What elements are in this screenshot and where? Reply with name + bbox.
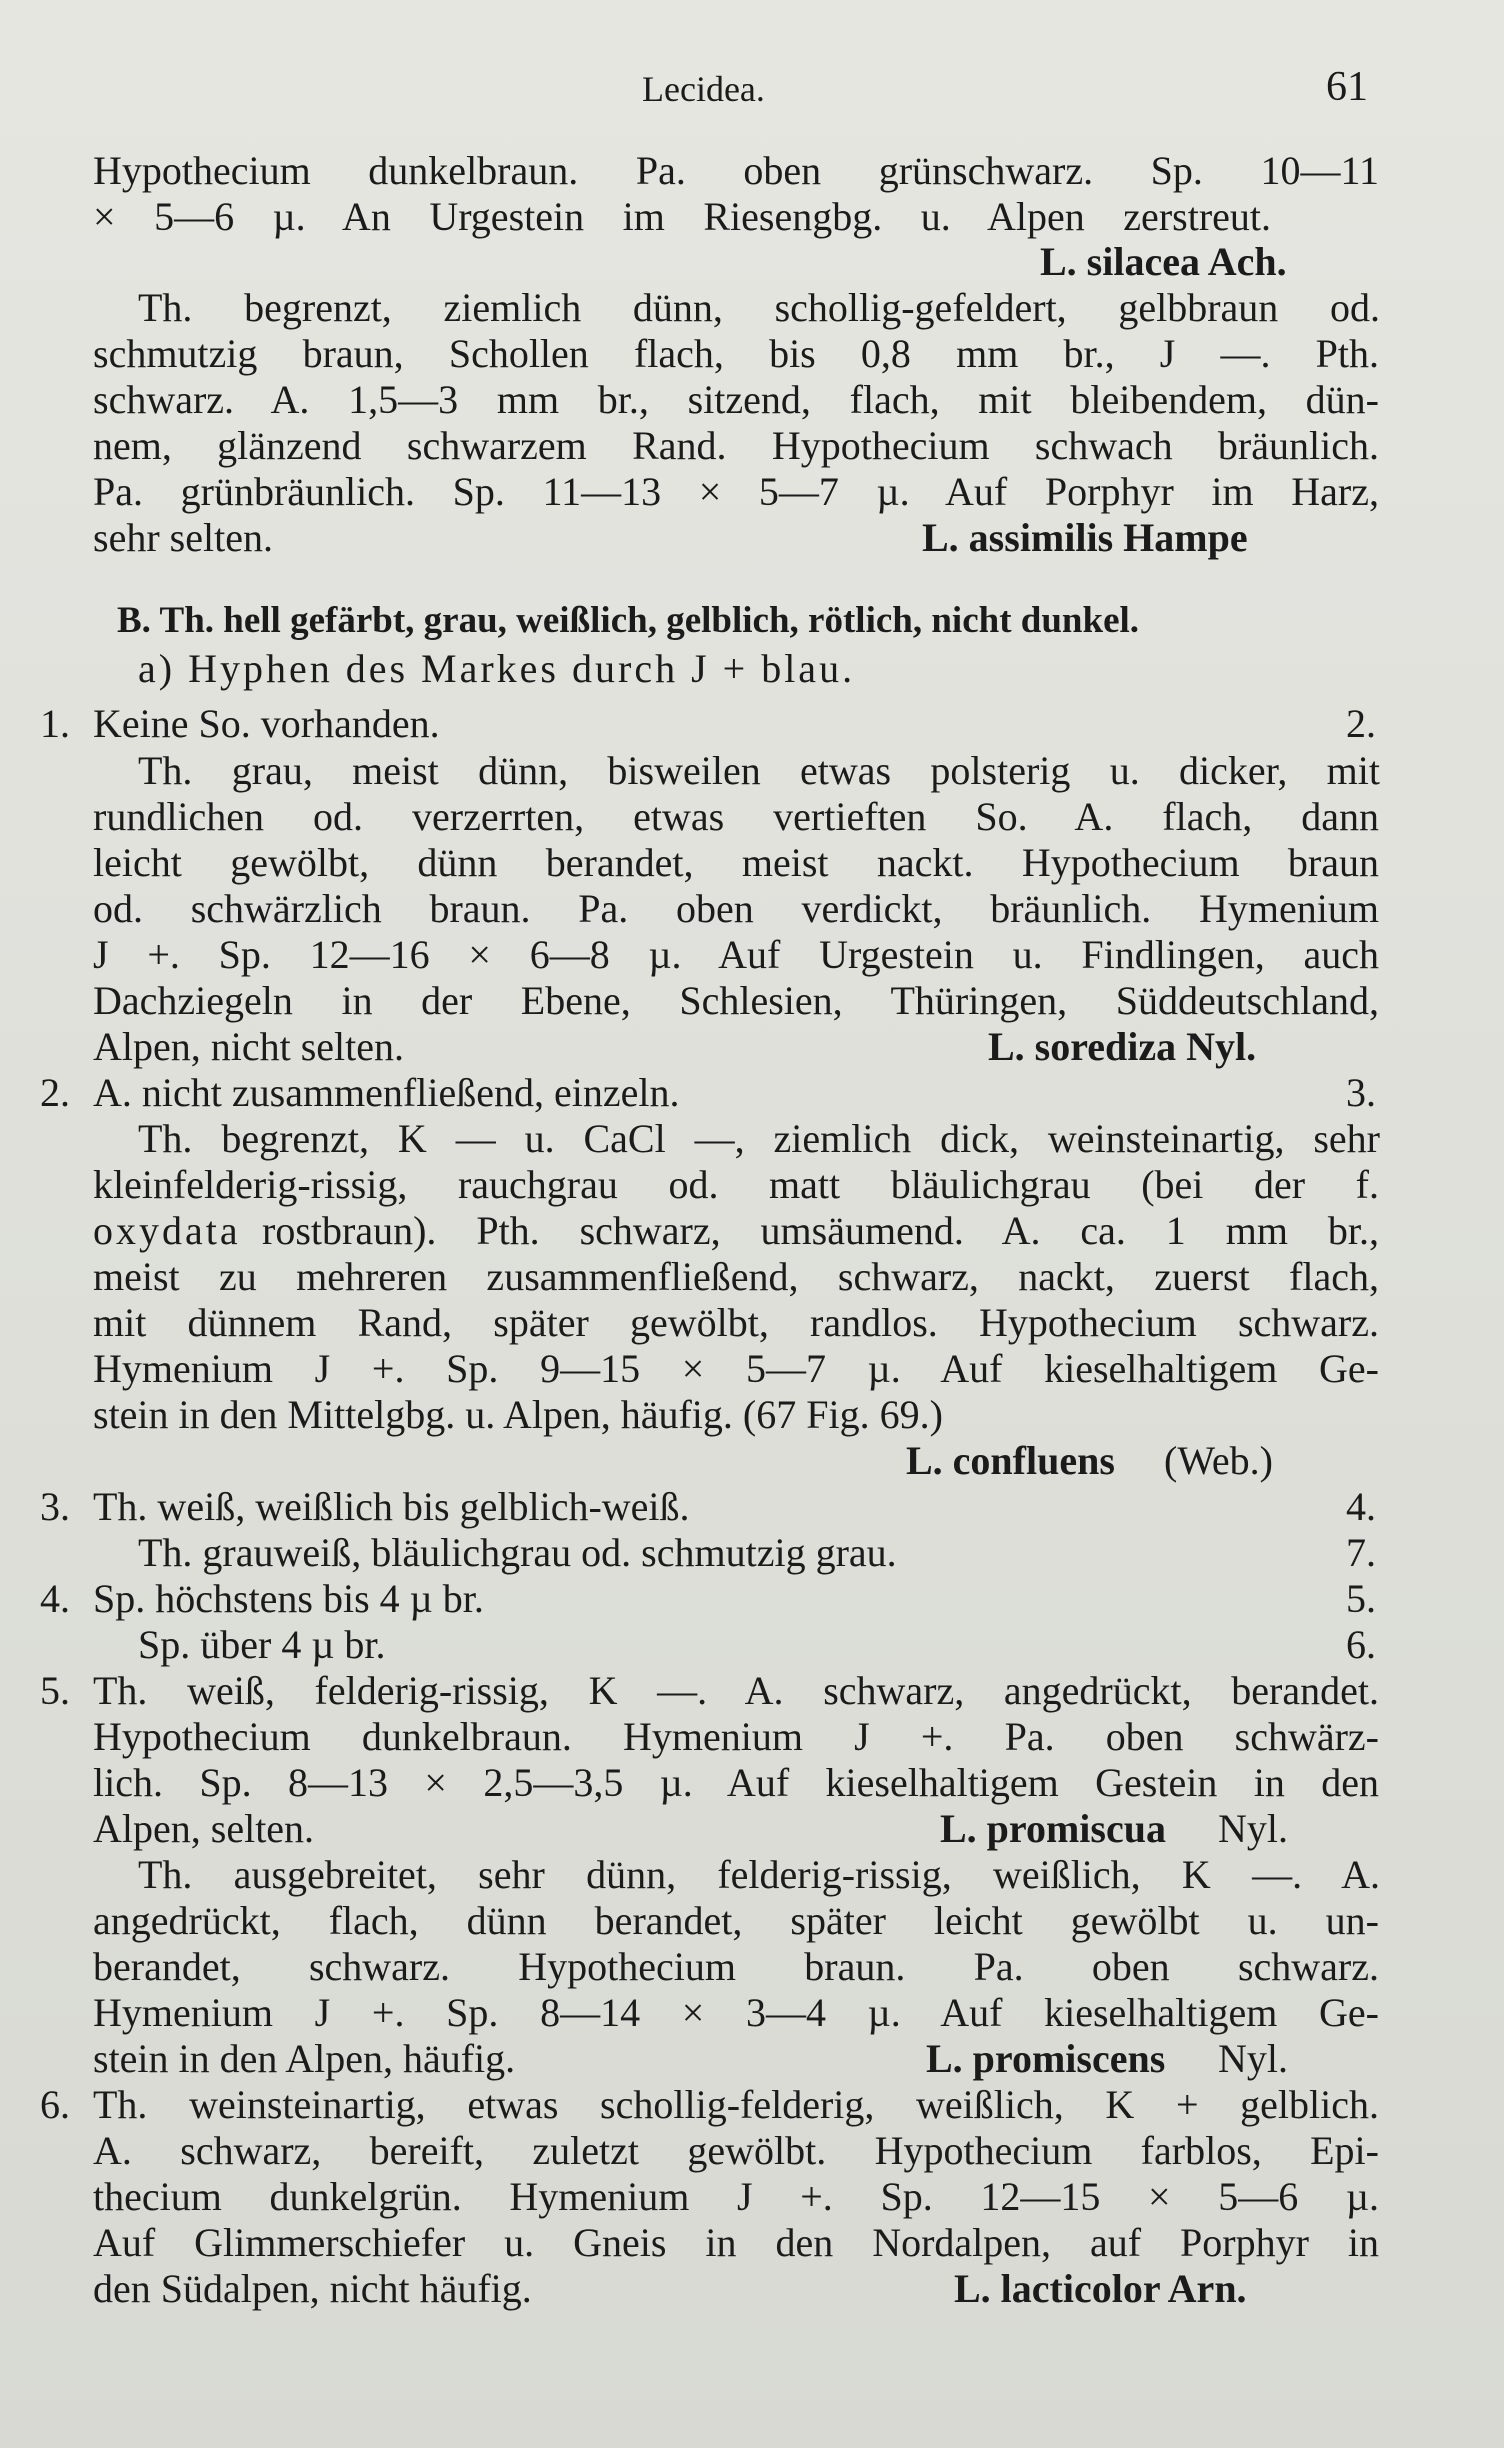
text-line: nem, glänzend schwarzem Rand. Hypothecium schwach bräunlich. [93, 423, 1379, 468]
text-line: rundlichen od. verzerrten, etwas vertieften So. A. flach, dann [93, 794, 1379, 839]
key-reference: 5. [1346, 1576, 1376, 1621]
key-reference: 7. [1346, 1530, 1376, 1575]
text-line: den Südalpen, nicht häufig. [93, 2266, 532, 2311]
text-line: Keine So. vorhanden. [93, 701, 440, 746]
text-line: thecium dunkelgrün. Hymenium J +. Sp. 12—15 × 5—6 µ. [93, 2174, 1379, 2219]
text-line: od. schwärzlich braun. Pa. oben verdickt, bräunlich. Hymenium [93, 886, 1379, 931]
text-line: sehr selten. [93, 515, 273, 560]
species-name: L. promiscens [926, 2036, 1166, 2081]
text-line: angedrückt, flach, dünn berandet, später leicht gewölbt u. un- [93, 1898, 1379, 1943]
text-line: Sp. höchstens bis 4 µ br. [93, 1576, 484, 1621]
text-line: Alpen, nicht selten. [93, 1024, 405, 1069]
species-name: L. lacticolor Arn. [954, 2266, 1247, 2311]
section-heading: B. Th. hell gefärbt, grau, weißlich, gelblich, rötlich, nicht dunkel. [117, 600, 1140, 641]
text-line: Alpen, selten. [93, 1806, 315, 1851]
text-line: rostbraun). Pth. schwarz, umsäumend. A. ca. 1 mm br., [262, 1208, 1379, 1253]
text-line: mit dünnem Rand, später gewölbt, randlos. Hypothecium schwarz. [93, 1300, 1379, 1345]
text-line: Auf Glimmerschiefer u. Gneis in den Nordalpen, auf Porphyr in [93, 2220, 1379, 2265]
species-name: L. confluens [906, 1438, 1115, 1483]
text-line: kleinfelderig-rissig, rauchgrau od. matt bläulichgrau (bei der f. [93, 1162, 1379, 1207]
text-line: Th. grauweiß, bläulichgrau od. schmutzig grau. [138, 1530, 897, 1575]
key-number: 1. [40, 701, 70, 746]
author-name: (Web.) [1164, 1438, 1273, 1483]
key-reference: 2. [1346, 701, 1376, 746]
page-number: 61 [1326, 64, 1368, 110]
text-line: A. nicht zusammenfließend, einzeln. [93, 1070, 680, 1115]
text-line: Th. ausgebreitet, sehr dünn, felderig-rissig, weißlich, K —. A. [138, 1852, 1380, 1897]
key-reference: 6. [1346, 1622, 1376, 1667]
text-line: stein in den Mittelgbg. u. Alpen, häufig. (67 Fig. 69.) [93, 1392, 943, 1437]
author-name: Nyl. [1218, 2036, 1288, 2081]
key-number: 3. [40, 1484, 70, 1529]
key-reference: 4. [1346, 1484, 1376, 1529]
key-number: 5. [40, 1668, 70, 1713]
text-line: Th. weinsteinartig, etwas schollig-felderig, weißlich, K + gelblich. [93, 2082, 1379, 2127]
species-name: L. sorediza Nyl. [988, 1024, 1257, 1069]
text-line: A. schwarz, bereift, zuletzt gewölbt. Hypothecium farblos, Epi- [93, 2128, 1379, 2173]
text-line: meist zu mehreren zusammenfließend, schwarz, nackt, zuerst flach, [93, 1254, 1379, 1299]
form-name: oxydata [93, 1208, 241, 1253]
running-header: Lecidea. [642, 69, 765, 109]
key-number: 2. [40, 1070, 70, 1115]
species-name: L. silacea Ach. [1040, 239, 1287, 284]
text-line: Hypothecium dunkelbraun. Pa. oben grünschwarz. Sp. 10—11 [93, 148, 1379, 193]
key-number: 6. [40, 2082, 70, 2127]
text-line: Th. begrenzt, ziemlich dünn, schollig-gefeldert, gelbbraun od. [138, 285, 1380, 330]
text-line: Pa. grünbräunlich. Sp. 11—13 × 5—7 µ. Auf Porphyr im Harz, [93, 469, 1379, 514]
text-line: leicht gewölbt, dünn berandet, meist nackt. Hypothecium braun [93, 840, 1379, 885]
subsection-heading: a) Hyphen des Markes durch J + blau. [138, 646, 856, 691]
key-number: 4. [40, 1576, 70, 1621]
text-line: Th. begrenzt, K — u. CaCl —, ziemlich dick, weinsteinartig, sehr [138, 1116, 1380, 1161]
text-line: Hymenium J +. Sp. 8—14 × 3—4 µ. Auf kieselhaltigem Ge- [93, 1990, 1379, 2035]
species-name: L. promiscua [940, 1806, 1166, 1851]
text-line: Hymenium J +. Sp. 9—15 × 5—7 µ. Auf kieselhaltigem Ge- [93, 1346, 1379, 1391]
author-name: Nyl. [1218, 1806, 1288, 1851]
text-line: Sp. über 4 µ br. [138, 1622, 386, 1667]
text-line: lich. Sp. 8—13 × 2,5—3,5 µ. Auf kieselhaltigem Gestein in den [93, 1760, 1379, 1805]
text-line: berandet, schwarz. Hypothecium braun. Pa. oben schwarz. [93, 1944, 1379, 1989]
text-line: Hypothecium dunkelbraun. Hymenium J +. Pa. oben schwärz- [93, 1714, 1379, 1759]
text-line: schwarz. A. 1,5—3 mm br., sitzend, flach, mit bleibendem, dün- [93, 377, 1379, 422]
text-line: Th. weiß, weißlich bis gelblich-weiß. [93, 1484, 690, 1529]
text-line: schmutzig braun, Schollen flach, bis 0,8 mm br., J —. Pth. [93, 331, 1379, 376]
text-line: Th. grau, meist dünn, bisweilen etwas polsterig u. dicker, mit [138, 748, 1380, 793]
text-line: × 5—6 µ. An Urgestein im Riesengbg. u. Alpen zerstreut. [93, 194, 1271, 239]
text-line: stein in den Alpen, häufig. [93, 2036, 516, 2081]
key-reference: 3. [1346, 1070, 1376, 1115]
text-line: Dachziegeln in der Ebene, Schlesien, Thüringen, Süddeutschland, [93, 978, 1379, 1023]
species-name: L. assimilis Hampe [922, 515, 1248, 560]
text-line: J +. Sp. 12—16 × 6—8 µ. Auf Urgestein u. Findlingen, auch [93, 932, 1379, 977]
text-line: Th. weiß, felderig-rissig, K —. A. schwarz, angedrückt, berandet. [93, 1668, 1379, 1713]
